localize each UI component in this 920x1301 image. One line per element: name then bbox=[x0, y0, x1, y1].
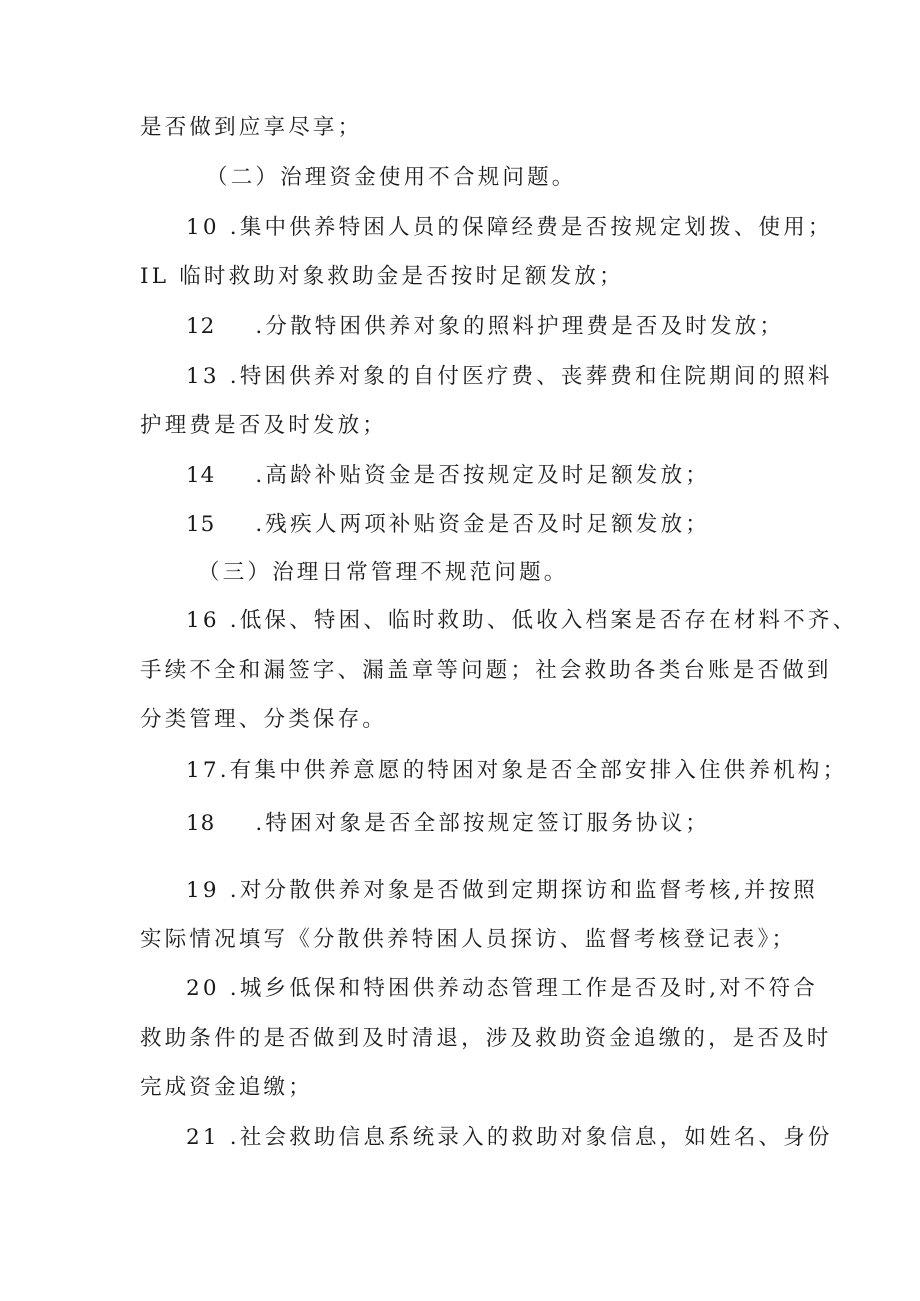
list-item: 13 .特困供养对象的自付医疗费、丧葬费和住院期间的照料 bbox=[186, 364, 833, 389]
list-item: 19 .对分散供养对象是否做到定期探访和监督考核,并按照 bbox=[186, 878, 818, 903]
text-line: 救助条件的是否做到及时清退，涉及救助资金追缴的，是否及时 bbox=[140, 1026, 832, 1051]
list-item bbox=[186, 809, 710, 839]
item-text: .分散特困供养对象的照料护理费是否及时发放； bbox=[255, 314, 785, 339]
text-line: 手续不全和漏签字、漏盖章等问题；社会救助各类台账是否做到 bbox=[140, 658, 832, 683]
list-item: 20 .城乡低保和特困供养动态管理工作是否及时,对不符合 bbox=[186, 976, 818, 1001]
text-line: 是否做到应享尽享； bbox=[140, 115, 363, 140]
text-line: 实际情况填写《分散供养特困人员探访、监督考核登记表》； bbox=[140, 927, 797, 952]
text-line: 分类管理、分类保存。 bbox=[140, 707, 388, 732]
list-item: 17.有集中供养意愿的特困对象是否全部安排入住供养机构； bbox=[186, 758, 848, 783]
list-item bbox=[186, 461, 710, 491]
section-heading: （二）治理资金使用不合规问题。 bbox=[206, 165, 577, 190]
text-line: 护理费是否及时发放； bbox=[140, 413, 388, 438]
list-item bbox=[186, 312, 784, 342]
item-number: 15 bbox=[186, 512, 216, 537]
list-item: 16 .低保、特困、临时救助、低收入档案是否存在材料不齐、 bbox=[186, 608, 858, 633]
item-number: 14 bbox=[186, 463, 216, 488]
item-number: 18 bbox=[186, 811, 216, 836]
list-item: IL 临时救助对象救助金是否按时足额发放； bbox=[140, 264, 624, 289]
item-text: .高龄补贴资金是否按规定及时足额发放； bbox=[255, 463, 710, 488]
item-text: .残疾人两项补贴资金是否及时足额发放； bbox=[255, 512, 710, 537]
item-number: 12 bbox=[186, 314, 216, 339]
section-heading: （三）治理日常管理不规范问题。 bbox=[198, 560, 569, 585]
list-item bbox=[186, 510, 710, 540]
item-text: .特困对象是否全部按规定签订服务协议； bbox=[255, 811, 710, 836]
list-item: 10 .集中供养特困人员的保障经费是否按规定划拨、使用； bbox=[186, 215, 833, 240]
list-item: 21 .社会救助信息系统录入的救助对象信息，如姓名、身份 bbox=[186, 1125, 833, 1150]
text-line: 完成资金追缴； bbox=[140, 1075, 313, 1100]
